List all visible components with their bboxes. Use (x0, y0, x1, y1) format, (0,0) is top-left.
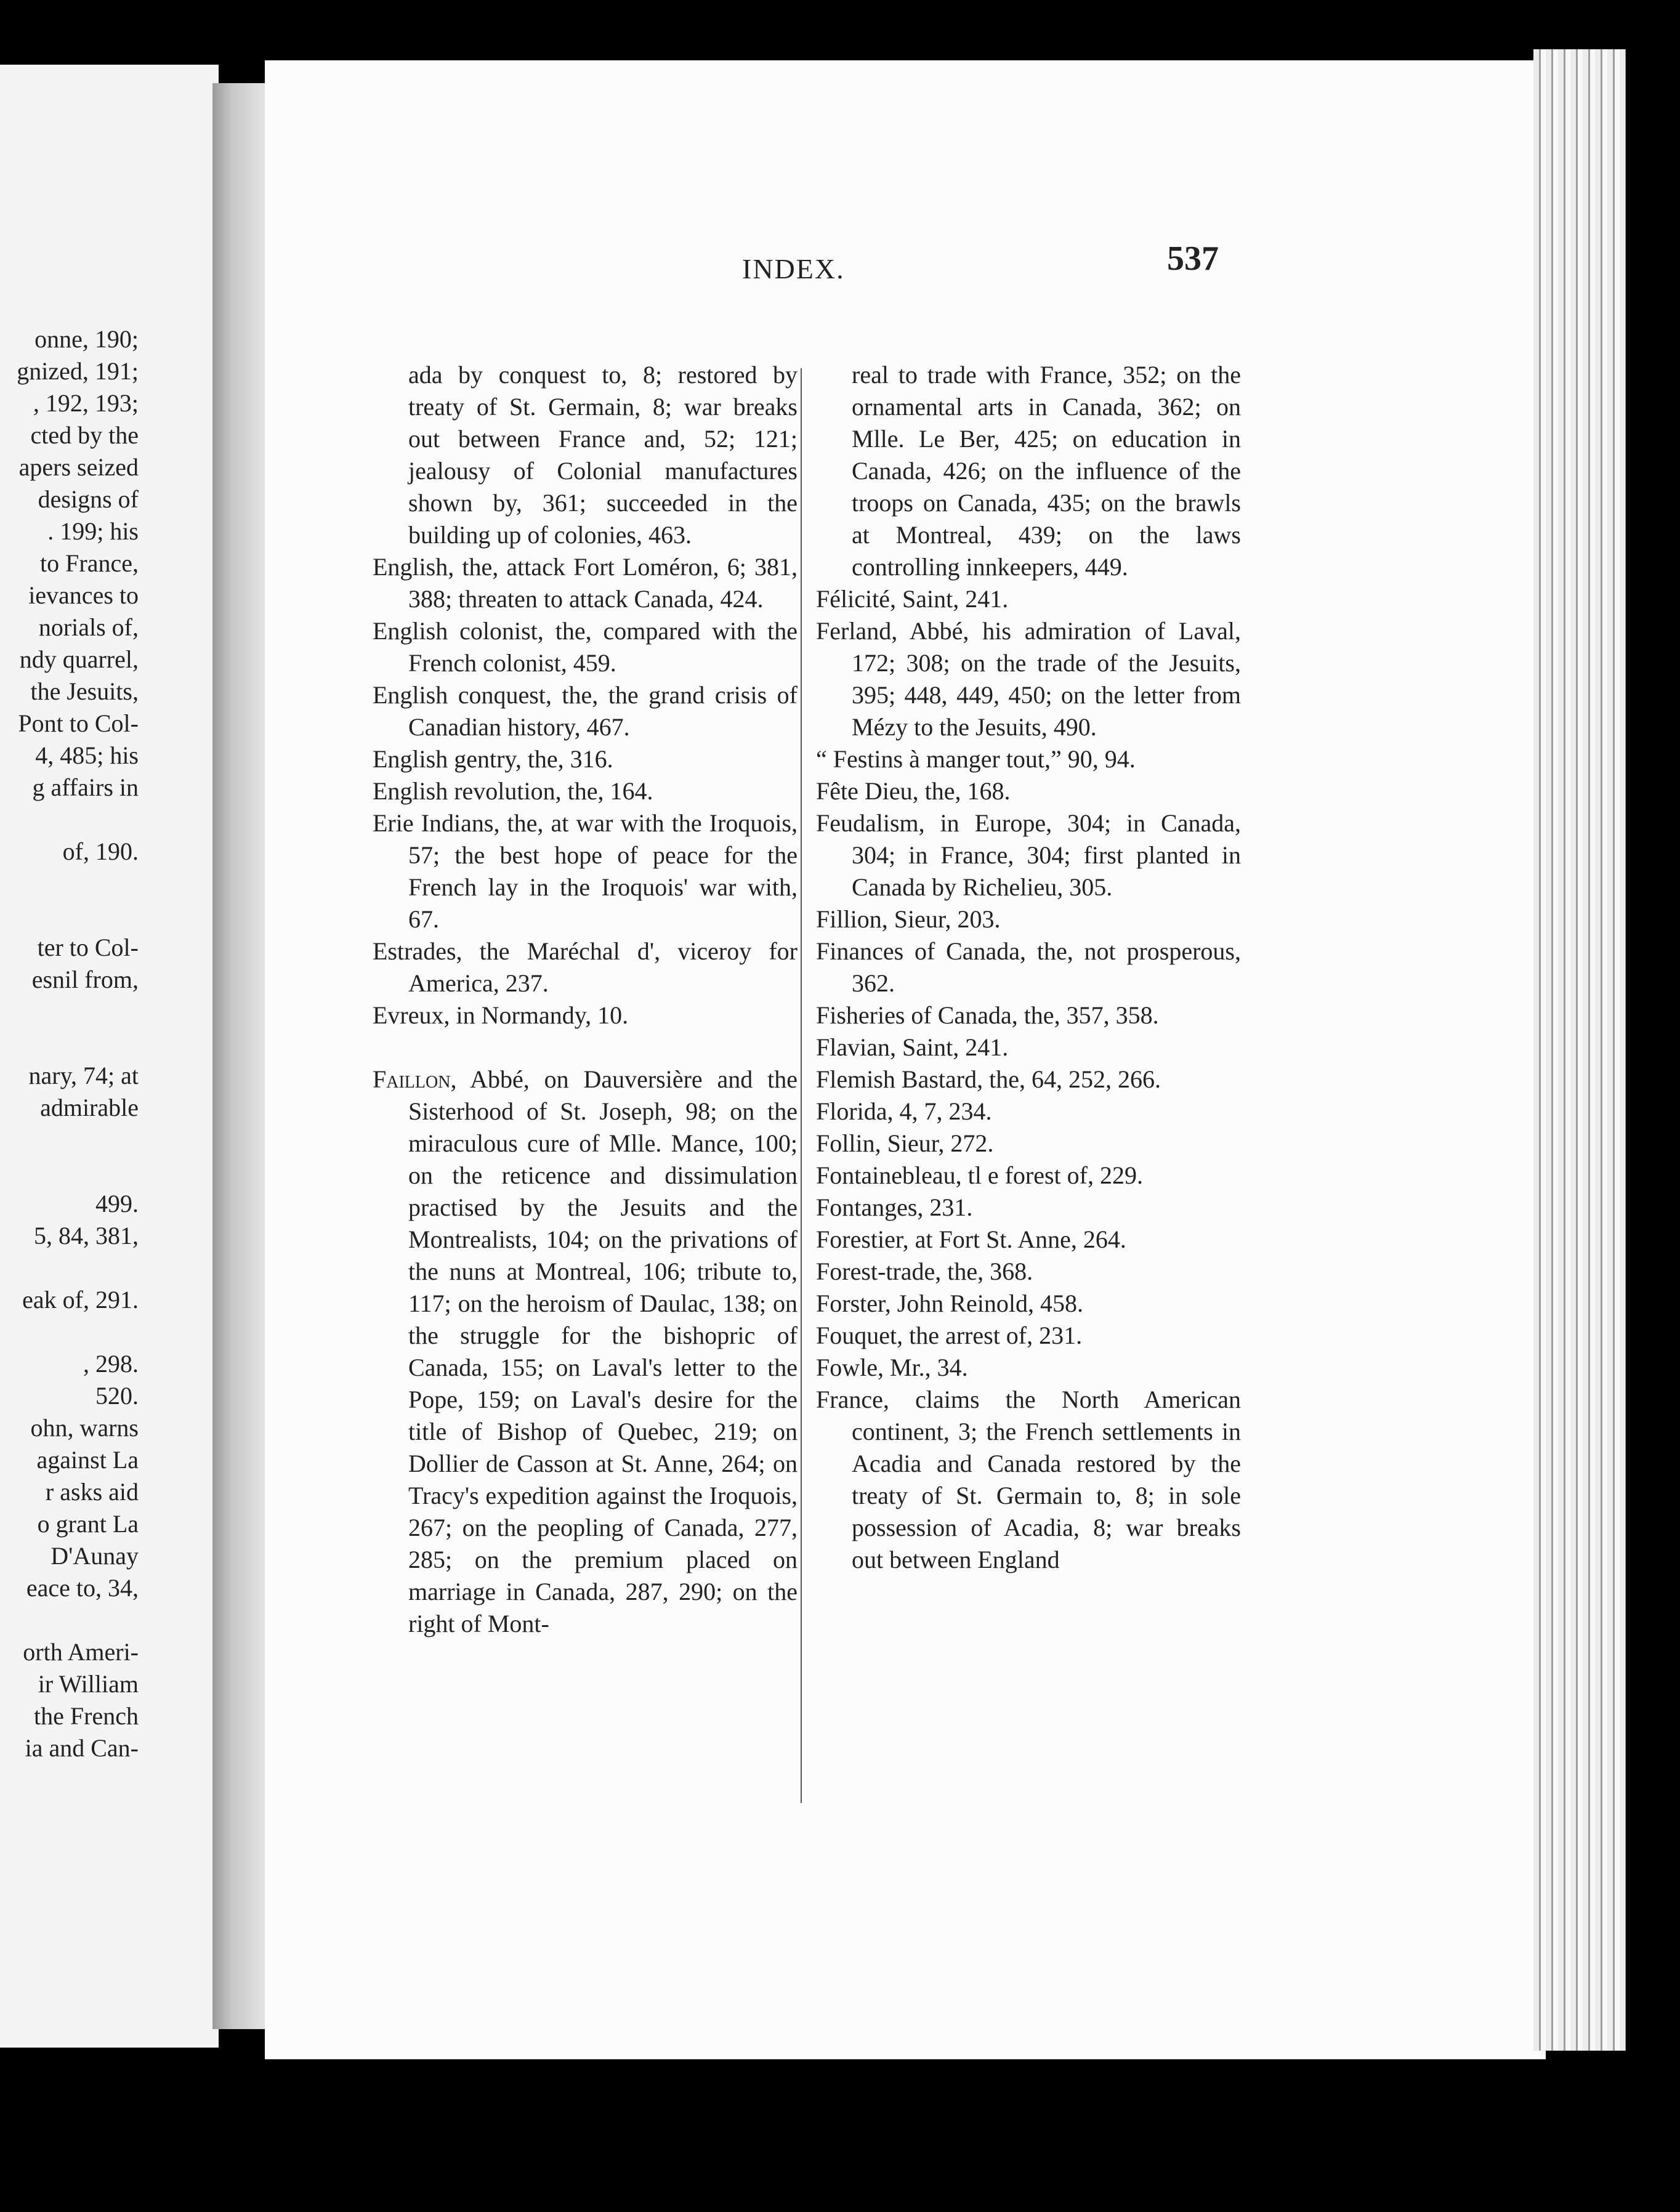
right-page (265, 60, 1546, 2059)
left-page-fragment: ohn, warns (30, 1414, 139, 1442)
page-title: INDEX. (742, 253, 845, 285)
left-page-fragment: 499. (95, 1190, 139, 1217)
index-entry-continued: real to trade with France, 352; on the ornamental arts in Canada, 362; on Mlle. Le Ber, 425; on education in Canada, 426; on the influence of the troops on Canada, 435; on the brawls at Montreal, 439; on the laws controlling innkeepers, 449. (852, 361, 1241, 581)
left-page-fragment: nary, 74; at (28, 1062, 139, 1089)
left-page-fragment (0, 900, 139, 932)
left-page-fragment: , 192, 193; (33, 389, 139, 417)
index-entry: Flavian, Saint, 241. (816, 1033, 1009, 1061)
index-entry: Fouquet, the arrest of, 231. (816, 1322, 1083, 1349)
index-entry: Follin, Sieur, 272. (816, 1129, 994, 1157)
index-entry: Forestier, at Fort St. Anne, 264. (816, 1225, 1126, 1253)
left-page-fragment: the French (34, 1702, 139, 1730)
index-entry: English gentry, the, 316. (373, 745, 613, 773)
index-entry: Fête Dieu, the, 168. (816, 777, 1011, 805)
index-entry: Fontainebleau, tl e forest of, 229. (816, 1161, 1143, 1189)
left-page-fragment: esnil from, (31, 966, 139, 993)
left-page-fragment: r asks aid (45, 1478, 139, 1506)
left-page-fragment: ndy quarrel, (19, 645, 139, 673)
left-page-fragment: eak of, 291. (22, 1286, 139, 1314)
left-page-fragment: 4, 485; his (35, 741, 139, 769)
left-page-fragment: g affairs in (32, 773, 139, 801)
left-page-fragment (0, 1316, 139, 1348)
index-entry: Finances of Canada, the, not prosperous, 362. (816, 937, 1241, 997)
index-entry: Estrades, the Maréchal d', viceroy for America, 237. (373, 937, 798, 997)
left-page-fragment: 520. (95, 1382, 139, 1410)
index-entry-text: , Abbé, on Dauversière and the Sisterhood of St. Joseph, 98; on the miraculous cure of Mlle. Mance, 100; on the reticence and dissimulation practised by the Jesuits and the Montrealists, 104; on the privations of the nuns at Montreal, 106; tribute to, 117; on the heroism of Daulac, 138; on the struggle for the bishopric of Canada, 155; on Laval's letter to the Pope, 159; on Laval's desire for the title of Bishop of Quebec, 219; on Dollier de Casson at St. Anne, 264; on Tracy's expedition against the Iroquois, 267; on the peopling of Canada, 277, 285; on the premium placed on marriage in Canada, 287, 290; on the right of Mont- (408, 1065, 798, 1637)
running-head (265, 239, 1546, 288)
left-page-fragment: orth Ameri- (23, 1638, 139, 1666)
left-page-fragment: designs of (38, 485, 139, 513)
left-page-fragment: the Jesuits, (30, 677, 139, 705)
index-entry: English conquest, the, the grand crisis of Canadian history, 467. (373, 681, 798, 741)
left-page-fragment (0, 1028, 139, 1060)
index-entry: Fillion, Sieur, 203. (816, 905, 1001, 933)
left-page-fragment (0, 996, 139, 1028)
column-divider (801, 368, 802, 1803)
left-page-fragment: norials of, (38, 613, 139, 641)
index-entry: Feudalism, in Europe, 304; in Canada, 304; in France, 304; first planted in Canada by Richelieu, 305. (816, 809, 1241, 901)
index-entry: Erie Indians, the, at war with the Iroquois, 57; the best hope of peace for the French lay in the Iroquois' war with, 67. (373, 809, 798, 933)
page-number: 537 (1167, 240, 1219, 278)
left-page-text-fragments (0, 323, 139, 1764)
left-page-fragment: onne, 190; (34, 325, 139, 353)
index-column-right (816, 359, 1241, 1576)
left-page-fragment (0, 1604, 139, 1636)
left-page-fragment: cted by the (30, 421, 139, 449)
index-entry: Evreux, in Normandy, 10. (373, 1001, 629, 1029)
index-entry (373, 1064, 798, 1640)
left-page-fragment: 5, 84, 381, (34, 1222, 139, 1249)
left-page-fragment: gnized, 191; (17, 357, 139, 385)
page-edges (1533, 49, 1626, 2051)
index-entry: Fontanges, 231. (816, 1193, 973, 1221)
index-entry: English colonist, the, compared with the French colonist, 459. (373, 617, 798, 677)
left-page-fragment: eace to, 34, (26, 1574, 139, 1602)
left-page-fragment (0, 804, 139, 836)
left-page-fragment: D'Aunay (50, 1542, 139, 1570)
section-gap (373, 1031, 798, 1064)
index-entry: Fisheries of Canada, the, 357, 358. (816, 1001, 1159, 1029)
index-entry: Ferland, Abbé, his admiration of Laval, 172; 308; on the trade of the Jesuits, 395; 448, 449, 450; on the letter from Mézy to the Jesuits, 490. (816, 617, 1241, 741)
left-page-fragment: of, 190. (62, 838, 139, 865)
index-entry-continued: ada by conquest to, 8; restored by treaty of St. Germain, 8; war breaks out between France and, 52; 121; jealousy of Colonial manufactures shown by, 361; succeeded in the building up of colonies, 463. (408, 361, 798, 549)
left-page-fragment (0, 1156, 139, 1188)
left-page-fragment: apers seized (18, 453, 139, 481)
left-page-fragment: ievances to (28, 581, 139, 609)
left-page (0, 65, 219, 2048)
left-page-fragment (0, 1124, 139, 1156)
left-page-fragment: o grant La (37, 1510, 139, 1538)
index-entry: “ Festins à manger tout,” 90, 94. (816, 745, 1136, 773)
index-column-left (373, 359, 798, 1640)
book-gutter (212, 83, 268, 2029)
left-page-fragment (0, 868, 139, 900)
index-entry: Florida, 4, 7, 234. (816, 1097, 992, 1125)
left-page-fragment: against La (36, 1446, 139, 1474)
index-entry: English, the, attack Fort Loméron, 6; 381, 388; threaten to attack Canada, 424. (373, 553, 798, 613)
left-page-fragment: . 199; his (47, 517, 139, 545)
index-entry: Forster, John Reinold, 458. (816, 1290, 1083, 1317)
left-page-fragment (0, 1252, 139, 1284)
index-entry: English revolution, the, 164. (373, 777, 653, 805)
index-entry: Forest-trade, the, 368. (816, 1257, 1033, 1285)
left-page-fragment: ia and Can- (25, 1734, 139, 1762)
left-page-fragment: ir William (38, 1670, 139, 1698)
index-entry: Flemish Bastard, the, 64, 252, 266. (816, 1065, 1161, 1093)
index-entry: Félicité, Saint, 241. (816, 585, 1009, 613)
left-page-fragment: admirable (40, 1094, 139, 1121)
left-page-fragment: Pont to Col- (18, 709, 139, 737)
left-page-fragment: , 298. (83, 1350, 139, 1378)
index-entry-lead: Faillon (373, 1065, 451, 1093)
left-page-fragment: to France, (40, 549, 139, 577)
index-entry: France, claims the North American continent, 3; the French settlements in Acadia and Canada restored by the treaty of St. Germain to, 8; in sole possession of Acadia, 8; war breaks out between England (816, 1386, 1241, 1573)
left-page-fragment: ter to Col- (37, 934, 139, 961)
index-entry: Fowle, Mr., 34. (816, 1354, 968, 1381)
